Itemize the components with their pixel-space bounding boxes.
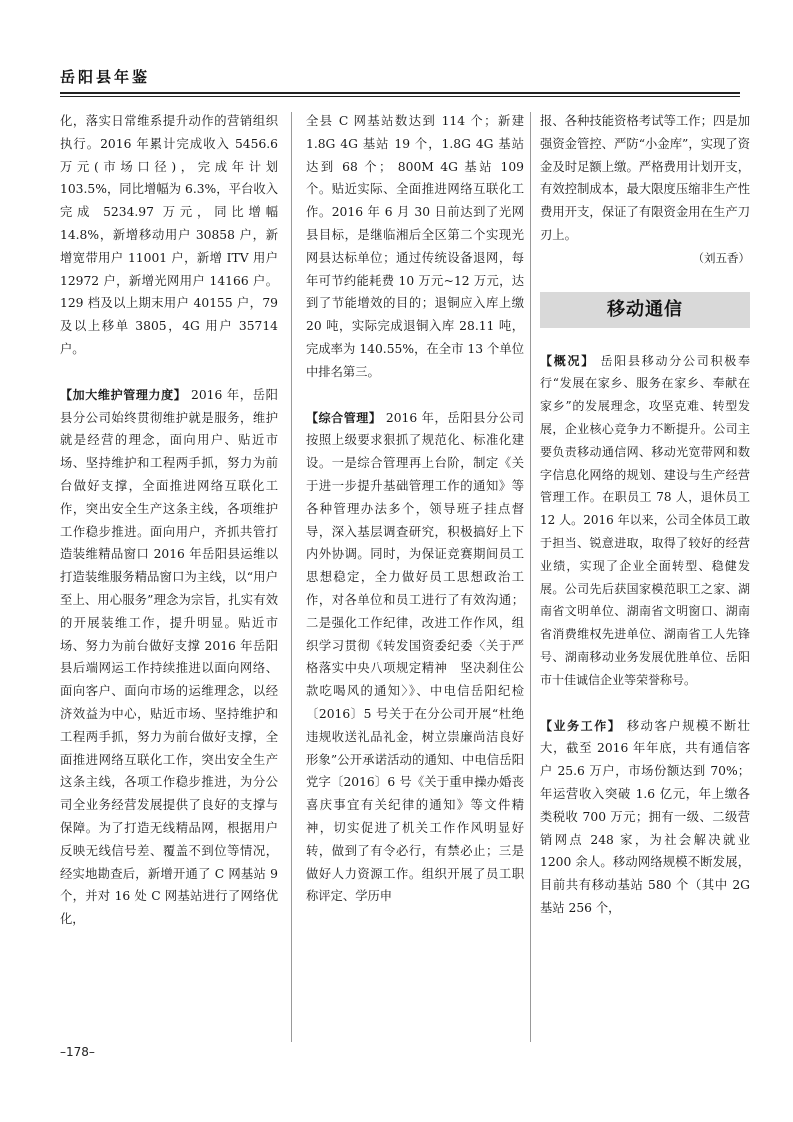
section-head-general-management: 【综合管理】 [306, 410, 382, 425]
column-divider [530, 112, 531, 1042]
section-title-mobile: 移动通信 [540, 292, 750, 328]
paragraph-marketing-results: 化，落实日常维系提升动作的营销组织执行。2016 年累计完成收入 5456.6 万元(市场口径)，完成年计划 103.5%，同比增幅为 6.3%，平台收入完成 5234.97 万元，同比增幅 14.8%，新增移动用户 30858 户，新增宽带用户 11001 户，新增 ITV 用户 12972 户，新增光网用户 14166 户。129 档及以上期末用户 40155 户，79 及以上移单 3805，4G 用户 35714 户。 [60, 114, 278, 356]
paragraph-funds-control: 报、各种技能资格考试等工作；四是加强资金管控、严防“小金库”，实现了资金及时足额上缴。严格费用计划开支，有效控制成本，最大限度压缩非生产性费用开支，保证了有限资金用在生产刀刃上。 [540, 114, 750, 242]
paragraph-general-management [306, 407, 524, 909]
paragraph-maintenance [60, 384, 278, 931]
paragraph-maintenance-body: 2016 年，岳阳县分公司始终贯彻维护就是服务，维护就是经营的理念，面向用户、贴近市场、坚持维护和工程两手抓，努力为前台做好支撑，全面推进网络互联化工作，突出安全生产这条主线，各项维护工作稳步推进。面向用户，齐抓共管打造装维精品窗口 2016 年岳阳县运维以打造装维服务精品窗口为主线，以“用户至上、用心服务”理念为宗旨，扎实有效的开展装维工作，提升明显。贴近市场、努力为前台做好支撑 2016 年岳阳县后端网运工作持续推进以面向网络、面向客户、面向市场的运维理念，以经济效益为中心，贴近市场、坚持维护和工程两手抓，努力为前台做好支撑，全面推进网络互联化工作，突出安全生产这条主线，各项工作稳步推进，为分公司全业务经营发展提供了良好的支撑与保障。为了打造无线精品网，根据用户反映无线信号差、覆盖不到位等情况，经实地勘查后，新增开通了 C 网基站 9 个，并对 16 处 C 网基站进行了网络优化， [60, 387, 278, 927]
header-rule-thin [60, 96, 740, 97]
running-header: 岳阳县年鉴 [60, 68, 151, 86]
header-rule [60, 92, 740, 94]
page-number: –178– [60, 1045, 95, 1059]
column-3 [540, 110, 750, 920]
column-1 [60, 110, 278, 931]
paragraph-overview-body: 岳阳县移动分公司积极奉行“发展在家乡、服务在家乡、奉献在家乡”的发展理念，攻坚克难、转型发展，企业核心竞争力不断提升。公司主要负责移动通信网、移动光宽带网和数字信息化网络的规划、建设与生产经营管理工作。在职员工 78 人，退休员工 12 人。2016 年以来，公司全体员工敢于担当、锐意进取，取得了较好的经营业绩，实现了企业全面转型、稳健发展。公司先后获国家模范职工之家、湖南省文明单位、湖南省文明窗口、湖南省消费维权先进单位、湖南省工人先锋号、湖南移动业务发展优胜单位、岳阳市十佳诚信企业等荣誉称号。 [540, 353, 750, 687]
paragraph-business [540, 715, 750, 920]
author-signature: （刘五香） [692, 250, 750, 265]
paragraph-overview [540, 350, 750, 692]
column-2 [306, 110, 524, 908]
paragraph-base-stations: 全县 C 网基站数达到 114 个；新建 1.8G 4G 基站 19 个，1.8G 4G 基站达到 68 个； 800M 4G 基站 109 个。贴近实际、全面推进网络互联化工作。2016 年 6 月 30 日前达到了光网县目标，是继临湘后全区第二个实现光网县达标单位；通过传统设备退网，每年可节约能耗费 10 万元~12 万元，达到了节能增效的目的；退铜应入库上缴 20 吨，实际完成退铜入库 28.11 吨，完成率为 140.55%，在全市 13 个单位中排名第三。 [306, 114, 524, 379]
paragraph-general-management-body: 2016 年，岳阳县分公司按照上级要求狠抓了规范化、标准化建设。一是综合管理再上台阶，制定《关于进一步提升基础管理工作的通知》等各种管理办法多个，领导班子挂点督导，深入基层调查研究，积极搞好上下内外协调。同时，为保证竞赛期间员工思想稳定，全力做好员工思想政治工作，对各单位和员工进行了有效沟通；二是强化工作纪律，改进工作作风，组织学习贯彻《转发国资委纪委〈关于严格落实中央八项规定精神 坚决刹住公款吃喝风的通知〉》、中电信岳阳纪检〔2016〕5 号关于在分公司开展“杜绝违规收送礼品礼金，树立崇廉尚洁良好形象”公开承诺活动的通知、中电信岳阳党字〔2016〕6 号《关于重申操办婚丧喜庆事宜有关纪律的通知》等文件精神，切实促进了机关工作作风明显好转，做到了有令必行，有禁必止；三是做好人力资源工作。组织开展了员工职称评定、学历申 [306, 410, 524, 904]
section-head-business: 【业务工作】 [540, 718, 622, 733]
section-head-overview: 【概况】 [540, 353, 595, 368]
column-divider [291, 112, 292, 1042]
paragraph-business-body: 移动客户规模不断壮大，截至 2016 年年底，共有通信客户 25.6 万户，市场份额达到 70%；年运营收入突破 1.6 亿元，年上缴各类税收 700 万元；拥有一级、二级营销网点 248 家，为社会解决就业 1200 余人。移动网络规模不断发展，目前共有移动基站 580 个（其中 2G 基站 256 个， [540, 718, 750, 915]
section-head-maintenance: 【加大维护管理力度】 [60, 387, 187, 402]
